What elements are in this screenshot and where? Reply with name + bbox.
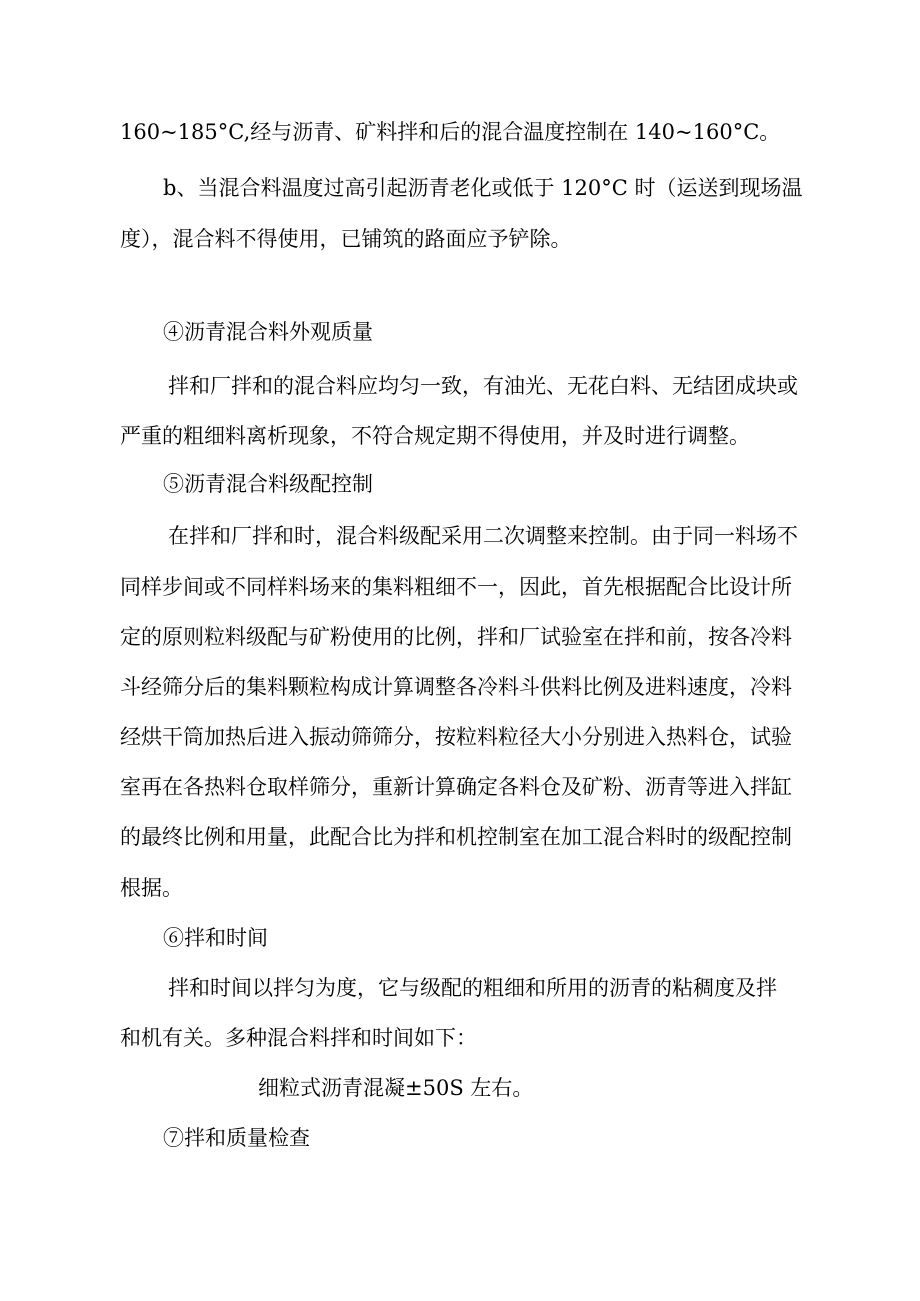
paragraph-line: 经烘干筒加热后进入振动筛筛分，按粒料粒径大小分别进入热料仓，试验 [120, 725, 792, 749]
section-heading-mixing-time: ⑥拌和时间 [163, 926, 268, 950]
paragraph-line: 室再在各热料仓取样筛分，重新计算确定各料仓及矿粉、沥青等进入拌缸 [120, 775, 792, 799]
paragraph-line: 根据。 [120, 876, 183, 900]
paragraph-line: 在拌和厂拌和时，混合料级配采用二次调整来控制。由于同一料场不 [168, 524, 798, 548]
section-heading-gradation: ⑤沥青混合料级配控制 [163, 472, 373, 496]
section-heading-appearance: ④沥青混合料外观质量 [163, 320, 373, 344]
paragraph-line: 定的原则粒料级配与矿粉使用的比例，拌和厂试验室在拌和前，按各冷料 [120, 625, 792, 649]
paragraph-line: 160~185°C,经与沥青、矿料拌和后的混合温度控制在 140~160°C。 [120, 120, 781, 144]
paragraph-line: 拌和时间以拌匀为度，它与级配的粗细和所用的沥青的粘稠度及拌 [168, 976, 777, 1000]
paragraph-line: 严重的粗细料离析现象，不符合规定期不得使用，并及时进行调整。 [120, 424, 750, 448]
paragraph-line: 同样步间或不同样料场来的集料粗细不一，因此，首先根据配合比设计所 [120, 575, 792, 599]
paragraph-line: 的最终比例和用量，此配合比为拌和机控制室在加工混合料时的级配控制 [120, 825, 792, 849]
paragraph-line: 细粒式沥青混凝±50S 左右。 [258, 1076, 534, 1100]
paragraph-line: b、当混合料温度过高引起沥青老化或低于 120°C 时（运送到现场温 [163, 176, 803, 200]
paragraph-line: 斗经筛分后的集料颗粒构成计算调整各冷料斗供料比例及进料速度，冷料 [120, 675, 792, 699]
paragraph-line: 度），混合料不得使用，已铺筑的路面应予铲除。 [120, 227, 572, 251]
paragraph-line: 和机有关。多种混合料拌和时间如下： [120, 1026, 477, 1050]
paragraph-line: 拌和厂拌和的混合料应均匀一致，有油光、无花白料、无结团成块或 [168, 374, 798, 398]
section-heading-quality-check: ⑦拌和质量检查 [163, 1126, 310, 1150]
